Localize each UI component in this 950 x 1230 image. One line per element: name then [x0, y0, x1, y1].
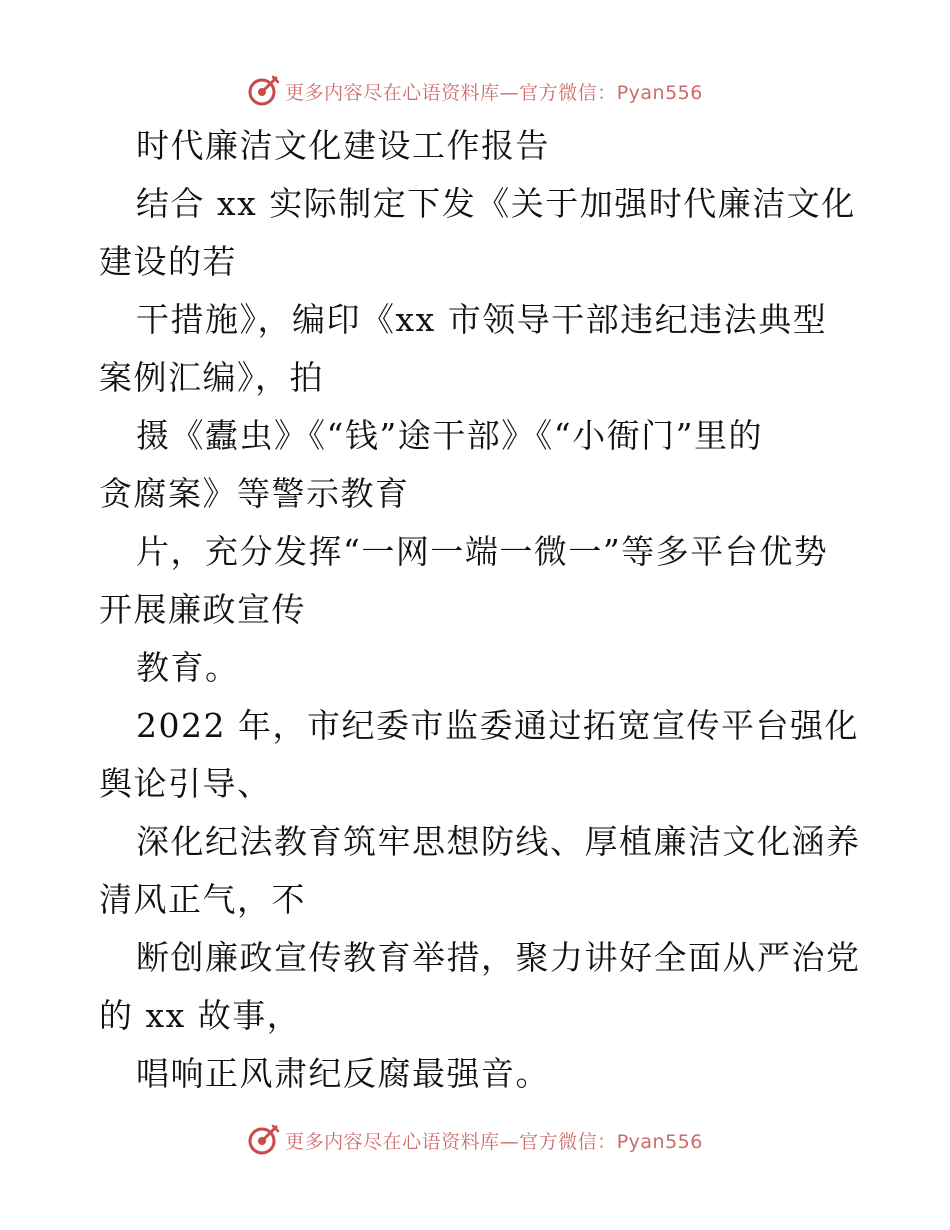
document-body	[99, 117, 859, 1103]
footer-watermark	[0, 1120, 950, 1160]
paragraph-line: 开展廉政宣传	[99, 590, 306, 629]
paragraph-line: 建设的若	[99, 242, 237, 281]
pen-logo-icon	[247, 74, 281, 108]
watermark-official-label: 官方微信：	[519, 1130, 617, 1153]
watermark-wechat-id: Pyan556	[616, 81, 703, 104]
watermark-dash: —	[499, 1130, 520, 1153]
header-watermark	[0, 71, 950, 111]
pen-logo-icon	[247, 1123, 281, 1157]
paragraph-line: 案例汇编》，拍	[99, 358, 324, 397]
paragraph-line: 清风正气，不	[99, 880, 306, 919]
paragraph-line: 断创廉政宣传教育举措，聚力讲好全面从严治党	[136, 938, 861, 977]
watermark-text	[285, 1127, 703, 1154]
paragraph-line: 的 xx 故事，	[99, 996, 302, 1035]
paragraph-line: 舆论引导、	[99, 764, 272, 803]
paragraph-line: 贪腐案》等警示教育	[99, 474, 410, 513]
watermark-text	[285, 78, 703, 105]
watermark-wechat-id: Pyan556	[616, 1130, 703, 1153]
paragraph-line: 2022 年，市纪委市监委通过拓宽宣传平台强化	[136, 706, 859, 745]
paragraph-line: 片，充分发挥“一网一端一微一”等多平台优势	[136, 532, 829, 571]
document-title: 时代廉洁文化建设工作报告	[136, 126, 550, 165]
paragraph-line: 教育。	[136, 648, 240, 687]
watermark-brand: 更多内容尽在心语资料库	[285, 1130, 500, 1153]
paragraph-line: 结合 xx 实际制定下发《关于加强时代廉洁文化	[136, 184, 856, 223]
paragraph-line: 摄《蠹虫》《“钱”途干部》《“小衙门”里的	[136, 416, 763, 455]
paragraph-line: 深化纪法教育筑牢思想防线、厚植廉洁文化涵养	[136, 822, 861, 861]
watermark-official-label: 官方微信：	[519, 81, 617, 104]
paragraph-line: 唱响正风肃纪反腐最强音。	[136, 1054, 550, 1093]
watermark-dash: —	[499, 81, 520, 104]
paragraph-line: 干措施》，编印《xx 市领导干部违纪违法典型	[136, 300, 828, 339]
watermark-brand: 更多内容尽在心语资料库	[285, 81, 500, 104]
